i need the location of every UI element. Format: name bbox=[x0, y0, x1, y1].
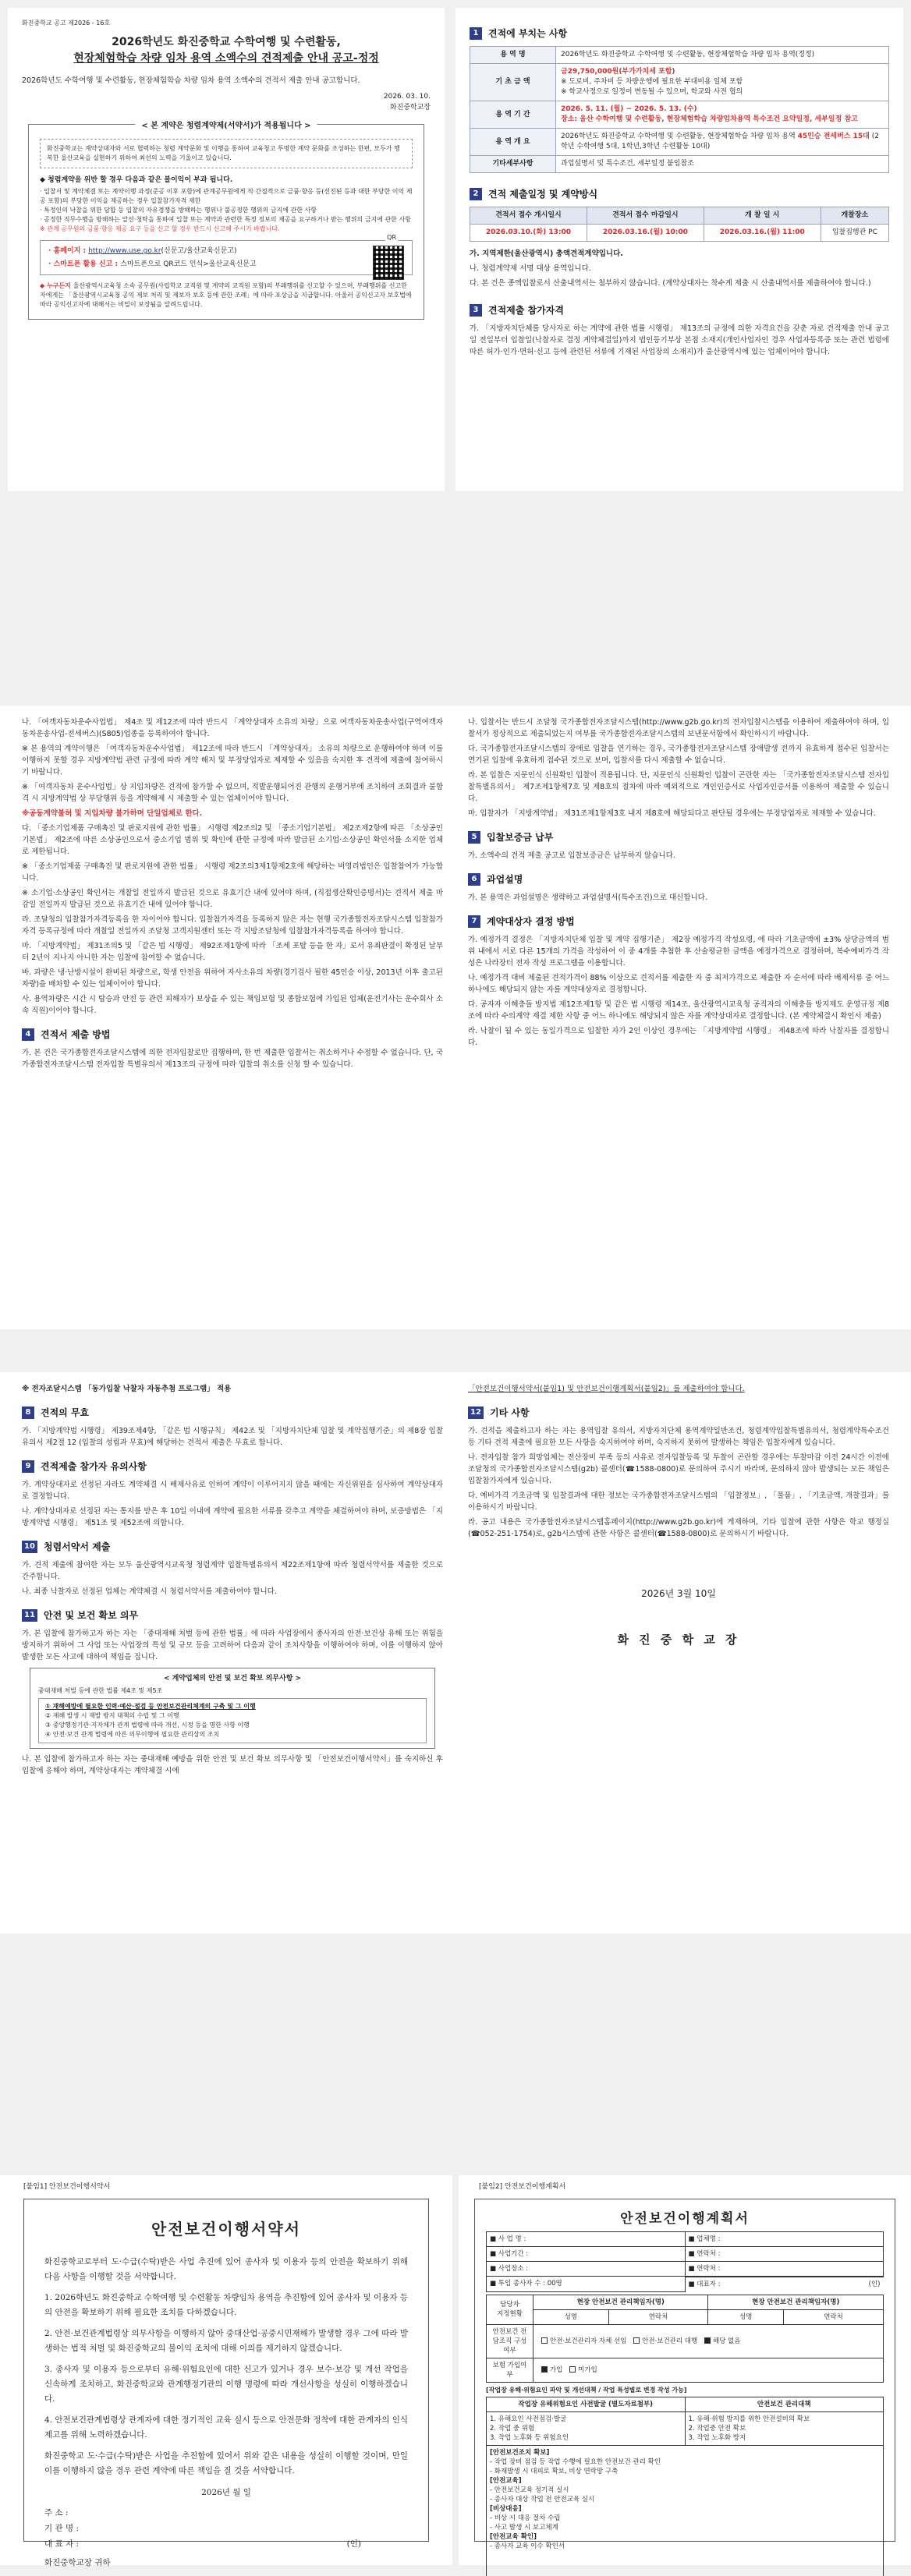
table-cell: 안전보건 전담조직 구성여부 bbox=[487, 2324, 533, 2358]
contract-method-list bbox=[470, 248, 889, 289]
table-cell[interactable]: ■ 연락처 : bbox=[685, 2247, 884, 2262]
section-12-title: 기타 사항 bbox=[490, 1407, 530, 1418]
table-cell[interactable]: ■ 연락처 : bbox=[685, 2262, 884, 2277]
row-label: 기 초 금 액 bbox=[470, 64, 556, 101]
form1-closing: 화진중학교 도·수급(수탁)받은 사업을 추진함에 있어서 위와 같은 내용을 성실히 이행할 것이며, 만일 이를 이행하지 않을 경우 관련 계약에 따른 책임을 질 것을 서약합니다. bbox=[44, 2451, 408, 2475]
table-row bbox=[470, 101, 889, 129]
table-row bbox=[487, 2232, 884, 2247]
safety-box-title: < 계약업체의 안전 및 보건 확보 의무사항 > bbox=[163, 1675, 302, 1683]
table-header: 견적서 접수 마감일시 bbox=[587, 207, 704, 225]
list-item: 나. 입찰서는 반드시 조달청 국가종합전자조달시스템(http://www.g2b.go.kr)의 전자입찰시스템을 이용하여 제출하여야 하며, 입찰서가 정상적으로 제출되었는지 여부를 국가종합전자조달시스템의 보낸문서함에서 확인하시기 바랍니다. bbox=[468, 718, 889, 738]
table-row bbox=[487, 2247, 884, 2262]
table-cell: 입찰집행관 PC bbox=[821, 225, 888, 242]
schedule-table bbox=[470, 207, 889, 242]
section-5-title: 입찰보증금 납부 bbox=[487, 832, 554, 843]
section-2-header bbox=[470, 187, 889, 200]
misc-list bbox=[468, 1425, 889, 1540]
section-7-title: 계약대상자 결정 방법 bbox=[487, 916, 575, 927]
row-label: 용 역 기 간 bbox=[470, 101, 556, 129]
safety-duty-box bbox=[30, 1668, 435, 1749]
list-item: ※공동계약불허 및 지입차량 불가하며 단일업체로 한다. bbox=[22, 809, 203, 818]
panel4-left-column bbox=[22, 1382, 443, 1780]
panel3-right-column bbox=[468, 715, 889, 1052]
safety-pledge-form bbox=[0, 2175, 452, 2565]
section-11-title: 안전 및 보건 확보 의무 bbox=[44, 1610, 139, 1621]
panel4-right-column bbox=[468, 1382, 889, 1647]
bid-summary-table bbox=[470, 46, 889, 173]
checkbox[interactable] bbox=[633, 2337, 640, 2344]
section-7-number: 7 bbox=[468, 915, 480, 928]
list-item: 나. 계약상대자로 선정된 자는 통지를 받은 후 10일 이내에 계약에 필요한 서류를 갖추고 계약을 체결하여야 하며, 보증방법은 「지방계약법 시행령」 제51조 및 제52조에 의합니다. bbox=[22, 1507, 443, 1527]
row-label: 용 역 명 bbox=[470, 47, 556, 64]
section-7-header bbox=[468, 915, 889, 928]
table-header: 현장 안전보건 관리책임자(명) bbox=[533, 2295, 708, 2309]
section-3-header bbox=[470, 303, 889, 317]
section-8-title: 견적의 무효 bbox=[41, 1407, 90, 1418]
table-cell: 2026.03.16.(월) 11:00 bbox=[704, 225, 821, 242]
section-2-title: 견적 제출일정 및 계약방식 bbox=[488, 189, 598, 200]
form2-tag: [붙임2] 안전보건이행계획서 bbox=[479, 2183, 566, 2191]
report-homepage-link[interactable]: http://www.use.go.kr bbox=[88, 247, 161, 255]
table-row bbox=[470, 225, 889, 242]
table-row bbox=[487, 2324, 884, 2358]
invalid-text: 가. 「지방계약법 시행령」 제39조제4항, 「같은 법 시행규칙」 제42조 및 「지방자치단체 입찰 및 계약집행기준」의 제8장 입찰 유의서 제2절 12 (입찰의 성립과 무효)에 해당하는 견적서 제출은 무효로 합니다. bbox=[22, 1427, 443, 1447]
list-item: ④ 안전·보건 관계 법령에 따른 의무이행에 필요한 관리상의 조치 bbox=[45, 1731, 220, 1738]
list-item: 가. 계약상대자로 선정된 자라도 계약체결 시 배제사유로 인하여 계약이 이루어지지 않을 때에는 자신위원을 심사하여 계약상대자로 결정합니다. bbox=[22, 1481, 443, 1501]
section-10-title: 청렴서약서 제출 bbox=[44, 1541, 111, 1552]
table-header-row bbox=[470, 207, 889, 225]
list-item: 라. 낙찰이 될 수 있는 동일가격으로 입찰한 자가 2인 이상인 경우에는 「지방계약법 시행령」 제48조에 따라 낙찰자를 결정합니다. bbox=[468, 1027, 889, 1047]
section-9-number: 9 bbox=[22, 1460, 34, 1473]
list-item: 가. 견적을 제출하고자 하는 자는 용역입찰 유의서, 지방자치단체 용역계약일반조건, 청렴계약입찰특별유의서, 청렴계약특수조건 등 기타 견적 제출에 필요한 모든 사항을 숙지하여야 하며, 숙지하지 못하여 발생하는 책임은 입찰자에게 있습니다. bbox=[468, 1427, 889, 1447]
safety-box-subtitle: 중대재해 처벌 등에 관한 법률 제4조 및 제5조 bbox=[38, 1687, 163, 1694]
form1-box bbox=[23, 2199, 429, 2567]
qr-label: QR bbox=[387, 234, 396, 241]
manager-table bbox=[486, 2295, 884, 2383]
section-8-header bbox=[22, 1406, 443, 1419]
table-cell: 안전·보건관리자 자체 선임 안전·보건관리 대행 해당 없음 bbox=[533, 2324, 884, 2358]
list-item: 라. 공고 내용은 국가종합전자조달시스템홈페이지(http://www.g2b.go.kr)에 게재하며, 기타 입찰에 관한 사항은 학교 행정실(☎052-251-1754)로, g2b시스템에 관한 사항은 콜센터(☎1588-0800)로 문의하시기 바랍니다. bbox=[468, 1518, 889, 1538]
table-header: 개찰장소 bbox=[821, 207, 888, 225]
section-6-title: 과업설명 bbox=[487, 874, 523, 885]
form1-item: 1. 2026학년도 화진중학교 수학여행 및 수련활동 차량임차 용역을 추진함에 있어 종사자 및 이용자 등의 안전을 확보하기 위해 필요한 조치를 다하겠습니다. bbox=[44, 2293, 408, 2317]
form2-box bbox=[474, 2199, 895, 2550]
table-row bbox=[470, 47, 889, 64]
table-cell: 2026.03.16.(월) 10:00 bbox=[587, 225, 704, 242]
table-row bbox=[487, 2358, 884, 2382]
list-item: 마. 입찰자가 「지방계약법」 제31조제1항제3호 내지 제8호에 해당되다고 판단될 경우에는 부정당업자로 제재할 수 있습니다. bbox=[468, 809, 876, 818]
section-1-title: 견적에 부치는 사항 bbox=[488, 28, 568, 39]
table-row bbox=[470, 129, 889, 156]
report-mobile: · 스마트폰 활용 신고 : 스마트폰으로 QR코드 인식>울산교육신문고 bbox=[48, 260, 257, 268]
section-4-title: 견적서 제출 방법 bbox=[41, 1029, 111, 1040]
list-item: 나. 예정가격 대비 제출된 견적가격이 88% 이상으로 견적서를 제출한 자 중 최저가격으로 제출한 자 순서에 따라 배제서류 중 어느 하나에도 해당되지 않는 자를 계약대상자로 결정합니다. bbox=[468, 974, 889, 994]
list-item: 가. 지역제한(울산광역시) 총액견적계약입니다. bbox=[470, 249, 623, 258]
closing-issuer: 화 진 중 학 교 장 bbox=[617, 1633, 740, 1647]
list-item: 바. 과량은 냉·난방시설이 완비된 차량으로, 학생 안전을 위하여 자사소유의 차량(경기검사 필한 45인승 이상, 2013년 이후 출고된 차량)을 배차할 수 있는 업체이어야 합니다. bbox=[22, 968, 443, 989]
list-item: 마. 「지방계약법」 제31조의5 및 「같은 법 시행령」 제92조제1항에 따라 「조세 포탈 등을 한 자」로서 유죄판결이 확정된 날부터 2년이 지나지 아니한 자는 입찰에 참여할 수 없습니다. bbox=[22, 942, 443, 962]
section-6-header bbox=[468, 872, 889, 886]
submission-text: 가. 본 건은 국가종합전자조달시스템에 의한 전자입찰로만 집행하며, 한 번 제출한 입찰서는 취소하거나 수정할 수 없습니다. 단, 국가종합전자조달시스템 전자입찰 특별유의서 제13조의 규정에 따라 입찰의 취소를 신청 할 수 있습니다. bbox=[22, 1049, 443, 1069]
list-item: 다. 공자자 이해충돌 방지법 제12조제1항 및 같은 법 시행령 제14조, 울산광역시교육청 공직자의 이해충돌 방지제도 운영규정 제8조에 따라 수의계약 제결 제한 사항 중 어느 하나에도 해당되지 않은 자를 계약상대자로 결정합니다. (본 계약체결시 확인서 제출) bbox=[468, 1000, 889, 1021]
checkbox-checked[interactable] bbox=[704, 2337, 711, 2344]
safety-plan-form bbox=[459, 2175, 911, 2565]
violation-item: ※ 관계 공무원의 금품·향응 제공 요구 등을 신고 할 경우 반드시 신고해 주시기 바랍니다. bbox=[40, 225, 280, 232]
integrity-box-title: < 본 계약은 청렴계약제(서약서)가 적용됩니다 > bbox=[135, 119, 317, 130]
row-value: 2026학년도 화진중학교 수학여행 및 수련활동, 현장체험학습 차량 임차 용역(정정) bbox=[556, 47, 889, 64]
table-cell[interactable]: ■ 사 업 명 : bbox=[487, 2232, 686, 2247]
violation-item: · 특정인의 낙찰을 위한 담합 등 입찰의 자유경쟁을 방해하는 행위나 불공정한 행위의 금지에 관한 사항 bbox=[40, 207, 317, 214]
notice-header-panel bbox=[8, 8, 445, 491]
violation-list bbox=[40, 187, 413, 234]
row-value: 과업설명서 및 특수조건, 세부일정 붙임참조 bbox=[556, 156, 889, 173]
section-9-header bbox=[22, 1460, 443, 1473]
eligibility-list bbox=[22, 717, 443, 1017]
list-item: ※ 「중소기업제품 구매촉진 및 판로지원에 관한 법률」 시행령 제2조의3제1항제2호에 해당하는 비영리법인은 입찰참여가 가능합니다. bbox=[22, 862, 443, 883]
list-item: 나. 전자입찰 참가 희망업체는 전산장비 부족 등의 사유로 전자입찰등록 및 투찰이 곤란할 경우에는 투찰마감 이전 24시간 이전에 조달청의 국가종합전자조달시스템(g2b) 콜센터(☎1588-0800)로 문의하여 주시기 바라며, 문의하지 않아 발생되는 모든 책임은 입찰참가자에게 있습니다. bbox=[468, 1453, 889, 1485]
section-11-header bbox=[22, 1608, 443, 1622]
list-item: ② 재해 발생 시 재발 방지 대책의 수립 및 그 이행 bbox=[45, 1712, 179, 1719]
submission-list bbox=[468, 717, 889, 819]
section-4-header bbox=[22, 1028, 443, 1041]
violation-item: · 공정한 직무수행을 방해하는 알선·청탁을 통하여 입찰 또는 계약과 관련한 특정 정보의 제공을 요구하거나 받는 행위의 금지에 관한 사항 bbox=[40, 216, 411, 223]
table-cell: 1. 유해요인 사전점검·발굴 2. 작업 중 위험 3. 작업 노후화 등 위험요인 bbox=[487, 2411, 686, 2445]
form1-title: 안전보건이행서약서 bbox=[151, 2220, 301, 2238]
list-item: ① 재해예방에 필요한 인력·예산·점검 등 안전보건관리체계의 구축 및 그 이행 bbox=[45, 1703, 256, 1710]
safety-submit-note: 「안전보건이행서약서(붙임1) 및 안전보건이행계획서(붙임2)」를 제출하여야 합니다. bbox=[468, 1385, 745, 1393]
list-item: ※ 소기업·소상공인 확인서는 개찰일 전일까지 발급된 것으로 유효기간 내에 있어야 하며, (직접생산확인증명서)는 견적서 제출 마감일 전일까지 발급된 것으로 유효기간 내에 있어야 합니다. bbox=[22, 889, 443, 909]
violation-item: · 입찰서 및 계약체결 또는 계약이행 과정(준공 이후 포함)에 관계공무원에게 직·간접적으로 금품·향응 등(선진된 등과 대한 부당한 이익 제공 포함)의 부당한 이익을 제공하는 경우 입찰참가자격 제한 bbox=[40, 188, 413, 204]
table-header: 개 찰 일 시 bbox=[704, 207, 821, 225]
form1-ceo[interactable]: 대 표 자 : (인) bbox=[44, 2539, 361, 2549]
table-cell: 2026.03.10.(화) 13:00 bbox=[470, 225, 587, 242]
safety-text: 가. 본 입찰에 참가하고자 하는 자는 「중대재해 처벌 등에 관한 법률」에 따라 사업장에서 종사자의 안전·보건상 유해 또는 위험을 방지하기 위하여 그 사업 또는 사업장의 특성 및 규모 등을 고려하여 다음과 같이 조치사항을 이행하여야 하며, 이를 이행하지 않아 발생한 모든 사고에 대하여 책임을 집니다. bbox=[22, 1629, 443, 1661]
form1-tag: [붙임1] 안전보건이행서약서 bbox=[23, 2183, 111, 2191]
list-item: ※ 「여객자동차 운수사업법」상 지입차량은 견적에 참가할 수 없으며, 적발운행되어진 관행의 운행거부에 조치하여 조회결과 불합격 시 지방계약법 상 부당행위 등을 계약해제 시 제출할 수 있는 업체이어야 합니다. bbox=[22, 783, 443, 803]
list-item: 라. 조달청의 입찰참가자격등록을 한 자이어야 합니다. 입찰참가자격을 등록하지 않은 자는 현행 국가종합전자조달시스템 입찰참가자격 등록규정에 따라 개찰일 전일까지 조달청 고객지원센터 또는 각 지방조달청에 입찰참가자격등록을 하여야 합니다. bbox=[22, 915, 443, 936]
row-value: 2026학년도 화진중학교 수학여행 및 수련활동, 현장체험학습 차량 임차 용역 45인승 전세버스 15대 (2학년 수학여행 5대, 1학년,3학년 수련활동 10대) bbox=[556, 129, 889, 156]
safety-text-2: 나. 본 입찰에 참가하고자 하는 자는 중대재해 예방을 위한 안전 및 보건 확보 의무사항 및 「안전보건이행서약서」를 숙지하신 후 입찰에 응해야 하며, 계약상대자는 계약체결 시에 bbox=[22, 1755, 443, 1775]
table-header: 안전보건 관리대책 bbox=[685, 2397, 884, 2411]
violation-heading: ◆ 청렴계약을 위반 할 경우 다음과 같은 불이익이 부과 됩니다. bbox=[40, 176, 233, 184]
notice-title-line1: 2026학년도 화진중학교 수학여행 및 수련활동, bbox=[112, 36, 341, 48]
section-3-title: 견적제출 참가자격 bbox=[488, 305, 564, 316]
section-10-number: 10 bbox=[22, 1541, 37, 1553]
table-cell[interactable]: ■ 사업기간 : bbox=[487, 2247, 686, 2262]
list-item: 다. 예비가격 기초금액 및 입찰결과에 대한 정보는 국가종합전자조달시스템의 「입찰정보」, 「물품」, 「기초금액, 개찰결과」를 이용하시기 바랍니다. bbox=[468, 1491, 889, 1512]
auto-draw-note: ※ 전자조달시스템 「동가입찰 낙찰자 자동추첨 프로그램」 적용 bbox=[22, 1385, 232, 1393]
caution-list bbox=[22, 1479, 443, 1529]
sections-8-12-panel bbox=[0, 1372, 911, 1934]
row-label: 용 역 개 요 bbox=[470, 129, 556, 156]
list-item: 라. 본 입찰은 지문인식 신원확인 입찰이 적용됩니다. 단, 지문인식 신원확인 입찰이 곤란한 자는 「국가종합전자조달시스템 전자입찰특별유의서」 제7조제1항제7호 및 제8호의 절차에 따라 예외적으로 개인인증서로 사업자인증서를 이용하여 제출할 수 있습니다. bbox=[468, 771, 889, 803]
table-header: 작업장 유해위험요인 사전발굴 (별도자료첨부) bbox=[487, 2397, 686, 2411]
integrity-box bbox=[28, 124, 424, 320]
row-value: 금29,750,000원(부가가치세 포함) ※ 도로비, 주차비 등 차량운행에 필요한 부대비용 일체 포함 ※ 학교사정으로 일정이 변동될 수 있으며, 학교와 사전 협의 bbox=[556, 64, 889, 101]
form1-org[interactable]: 기 관 명 : bbox=[44, 2524, 79, 2533]
form1-addressee: 화진중학교장 귀하 bbox=[44, 2558, 111, 2567]
table-cell[interactable]: ■ 투입 종사자 수 : 00명 bbox=[487, 2277, 686, 2292]
list-item: 다. 본 건은 종액입찰로서 산출내역서는 첨부하지 않습니다. (계약상대자는 착수계 제출 시 산출내역서를 제출하여야 합니다.) bbox=[470, 279, 871, 288]
list-item: 사. 용역차량은 시간 시 탑승과 안전 등 관련 피해자가 보상을 수 있는 책임보험 및 종합보험에 가입된 업체(운전기사는 운수회사 소속 직원)이어야 합니다. bbox=[22, 995, 443, 1015]
row-label: 기타세부사항 bbox=[470, 156, 556, 173]
table-cell[interactable]: ■ 사업장소 : bbox=[487, 2262, 686, 2277]
table-row bbox=[470, 64, 889, 101]
plan-info-table bbox=[486, 2231, 884, 2292]
list-item: 나. 「여객자동차운수사업법」 제4조 및 제12조에 따라 반드시 「계약상대자 소유의 차량」으로 여객자동차운송사업(구역여객자동차운송사업-전세버스)(S805)업종을 등록하여야 합니다. bbox=[22, 718, 443, 738]
table-header: 현장 안전보건 관리책임자(명) bbox=[708, 2295, 884, 2309]
table-cell: 보험 가입여부 bbox=[487, 2358, 533, 2382]
table-header: 성명 bbox=[708, 2309, 784, 2324]
report-homepage: · 홈페이지 : http://www.use.go.kr(신문고/울산교육신문고) bbox=[48, 247, 237, 255]
pledge-list bbox=[22, 1559, 443, 1598]
section-12-header bbox=[468, 1406, 889, 1419]
form1-item: 2. 안전·보건관계법령상 의무사항을 이행하지 않아 중대산업·공중시민재해가 발생할 경우 그에 따라 발생하는 법적 처벌 및 화진중학교의 불이익 조치에 대해 이의를 제기하지 않겠습니다. bbox=[44, 2329, 408, 2353]
table-row bbox=[487, 2309, 884, 2324]
eligibility-text: 가. 「지방자치단체를 당사자로 하는 계약에 관한 법률 시행령」 제13조의 규정에 의한 자격요건을 갖춘 자로 견적제출 안내 공고일 전일부터 입찰일(낙찰자로 결정 계약체결일)까지 법인등기부상 본점 소재지(개인사업자인 경우 사업자등록증 또는 관련 법령에 따른 허가·인가·면허·신고 등에 관련된 서류에 기재된 사업장의 소재지)가 울산광역시에 있는 업체이어야 합니다. bbox=[470, 324, 889, 356]
table-header: 견적서 접수 개시일시 bbox=[470, 207, 587, 225]
deposit-text: 가. 소액수의 견적 제출 공고로 입찰보증금은 납부하지 않습니다. bbox=[468, 851, 675, 860]
table-cell: [안전보건조치 확보] - 작업 장비 점검 등 작업 수행에 필요한 안전보건 관리 확인 - 화재발생 시 대피로 확보, 비상 연락망 구축 [안전교육] - 안전보건교육 정기적 실시 - 종사자 대상 작업 전 안전교육 실시 [비상대응] - 비상 시 대응 절차 수립 - 사고 발생 시 보고체계 [안전교육 확인] - 종사자 교육 이수 확인서 bbox=[487, 2445, 884, 2576]
sections-1-3-panel bbox=[456, 8, 903, 491]
table-cell[interactable]: ■ 업체명 : bbox=[685, 2232, 884, 2247]
list-item: 나. 최종 낙찰자로 선정된 업체는 계약체결 시 청렴서약서를 제출하여야 합니다. bbox=[22, 1587, 277, 1596]
list-item: 나. 청렴계약제 서명 대상 용역입니다. bbox=[470, 264, 591, 273]
checkbox[interactable] bbox=[569, 2366, 576, 2373]
section-3-number: 3 bbox=[470, 304, 482, 317]
table-cell: 1. 유해·위험 방지를 위한 안전설비의 확보 2. 작업중 안전 확보 3. 작업 노후화 방지 bbox=[685, 2411, 884, 2445]
table-row bbox=[487, 2262, 884, 2277]
section-10-header bbox=[22, 1540, 443, 1553]
section-4-number: 4 bbox=[22, 1028, 34, 1041]
form1-date: 2026년 월 일 bbox=[201, 2488, 251, 2497]
list-item: ③ 중앙행정기관·지자체가 관계 법령에 따라 개선, 시정 등을 명한 사항 이행 bbox=[45, 1721, 250, 1729]
list-item: 가. 견적 제출에 참여한 자는 모두 울산광역시교육청 청렴계약 입찰특별유의서 제22조제1항에 따라 청렴서약서를 제출한 것으로 간주합니다. bbox=[22, 1561, 443, 1581]
report-channel-box bbox=[40, 234, 413, 275]
section-5-header bbox=[468, 830, 889, 844]
safety-duty-list bbox=[38, 1698, 427, 1743]
notice-title-line2: 현장체험학습 차량 임차 용역 소액수의 견적제출 안내 공고-정정 bbox=[73, 52, 379, 65]
notice-issuer: 화진중학교장 bbox=[389, 104, 431, 111]
table-cell: 담당자 지정현황 bbox=[487, 2295, 533, 2324]
list-item: 다. 국가종합전자조달시스템의 장애로 입찰을 연기하는 경우, 국가종합전자조달시스템 장애발생 전까지 유효하게 접수된 입찰서는 연기된 입찰에 유효하게 접수된 것으로 보며, 입찰서를 다시 제출할 수 없습니다. bbox=[468, 745, 889, 765]
section-11-number: 11 bbox=[22, 1609, 37, 1622]
form1-item: 3. 종사자 및 이용자 등으로부터 유해·위험요인에 대한 신고가 있거나 경우 보수·보강 및 개선 작업을 신속하게 조치하고, 화진중학교와 관계행정기관의 이행 명령에 따라 개선사항을 성실히 이행하겠습니다. bbox=[44, 2365, 408, 2404]
table-header: 성명 bbox=[533, 2309, 609, 2324]
checkbox[interactable] bbox=[541, 2337, 548, 2344]
section-12-number: 12 bbox=[468, 1407, 484, 1419]
list-item: ※ 본 용역의 계약이행은 「여객자동차운수사업법」 제12조에 따라 반드시 「계약상대자」 소유의 차량으로 운행하여야 하며 이를 이행하지 못할 경우 지방계약법 관련 규정에 따라 계약 해지 및 부정당업자로 제재할 수 있음을 숙지한 후 견적에 제출에 참여하시기 바랍니다. bbox=[22, 745, 443, 777]
notice-intro: 2026학년도 수학여행 및 수련활동, 현장체험학습 차량 임차 용역 소액수의 견적서 제출 안내 공고합니다. bbox=[22, 76, 360, 85]
checkbox-checked[interactable] bbox=[541, 2366, 548, 2373]
table-row bbox=[470, 156, 889, 173]
form2-title: 안전보건이행계획서 bbox=[620, 2211, 750, 2227]
section-5-number: 5 bbox=[468, 831, 480, 844]
form1-item: 4. 안전보건관계법령상 관계자에 대한 정기적인 교육 실시 등으로 안전문화 정착에 대한 관계자의 인식 제고를 위해 노력하겠습니다. bbox=[44, 2415, 408, 2440]
notice-number: 화진중학교 공고 제2026 - 16호 bbox=[22, 19, 111, 27]
section-8-number: 8 bbox=[22, 1407, 34, 1419]
section-6-number: 6 bbox=[468, 873, 480, 886]
row-value: 2026. 5. 11. (월) ~ 2026. 5. 13. (수) 장소: 울산 수학여행 및 수련활동, 현장체험학습 차량임차용역 특수조건 요약일정, 세부일정 참고 bbox=[556, 101, 889, 129]
qr-code bbox=[373, 246, 404, 280]
closing-date: 2026년 3월 10일 bbox=[641, 1588, 716, 1599]
notice-title bbox=[22, 34, 431, 67]
integrity-note: 화진중학교는 계약상대자와 서로 협력하는 청렴 계약문화 및 이행을 통하여 교육청고 투명한 계약 문화를 조성하는 한편, 모두가 행복한 울산교육을 실현하기 위하여 최선의 노력을 기울이고 있습니다. bbox=[40, 139, 413, 168]
sections-3-7-panel bbox=[0, 706, 911, 1329]
whistleblower-note: ◆ 누구든지 울산광역시교육청 소속 공무원(사립학교 교직원 및 계약의 교직원 포함)의 부패행위를 신고할 수 있으며, 부패행위를 신고한 자에게는 「울산광역시교육청 공익 제보 처리 및 제보자 보호 등에 관한 조례」에 따라 포상금을 지급합니다. 아울러 공익신고자 보호법에 따라 공익신고자에 대해서는 비밀이 보장됨을 알려드립니다. bbox=[40, 282, 412, 308]
table-row bbox=[487, 2277, 884, 2292]
section-2-number: 2 bbox=[470, 188, 482, 200]
section-1-header bbox=[470, 27, 889, 40]
hazard-section-title: [작업장 유해·위험요인 파악 및 개선대책 / 작업 특성별로 변경 작성 가능] bbox=[486, 2386, 687, 2394]
table-cell: 가입 미가입 bbox=[533, 2358, 884, 2382]
form1-address[interactable]: 주 소 : bbox=[44, 2508, 69, 2518]
table-row bbox=[487, 2295, 884, 2309]
table-header: 연락처 bbox=[608, 2309, 708, 2324]
notice-date: 2026. 03. 10. bbox=[383, 93, 431, 101]
briefing-text: 가. 본 용역은 과업설명은 생략하고 과업설명서(특수조건)으로 대신합니다. bbox=[468, 893, 707, 902]
table-row bbox=[487, 2445, 884, 2576]
panel3-left-column bbox=[22, 715, 443, 1074]
hazard-table bbox=[486, 2397, 884, 2576]
table-row bbox=[487, 2411, 884, 2445]
list-item: 가. 예정가격 결정은 「지방자치단체 입찰 및 계약 집행기준」 제2장 예정가격 작성요령, 에 따라 기초금액에 ±3% 상당금액의 범위 내에서 서로 다른 15개의 가격을 작성하여 이 중 4개를 추첨한 후 산술평균한 금액을 예정가격으로 결정하며, 복수예비가격 작성은 나라장터 전자 작성 프로그램을 이용합니다. bbox=[468, 936, 889, 968]
table-cell[interactable]: ■ 대표자 : (인) bbox=[686, 2277, 884, 2291]
table-header: 연락처 bbox=[784, 2309, 884, 2324]
form1-intro: 화진중학교로부터 도·수급(수탁)받은 사업 추진에 있어 종사자 및 이용자 등의 안전을 확보하기 위해 다음 사항을 이행할 것을 서약합니다. bbox=[44, 2257, 408, 2281]
list-item: 다. 「중소기업제품 구매촉진 및 판로지원에 관한 법률」 시행령 제2조의2 및 「중소기업기본법」 제2조제2항에 따른 「소상공인기본법」 제2조에 따른 소상공인으로서 중소기업 범위 및 확인에 관한 규정에 따라 발급된 소기업·소상공인 확인서를 소지한 업체로 제한됩니다. bbox=[22, 824, 443, 856]
section-1-number: 1 bbox=[470, 27, 482, 40]
award-method-list bbox=[468, 934, 889, 1049]
section-9-title: 견적제출 참가자 유의사항 bbox=[41, 1461, 147, 1472]
table-row bbox=[487, 2397, 884, 2411]
